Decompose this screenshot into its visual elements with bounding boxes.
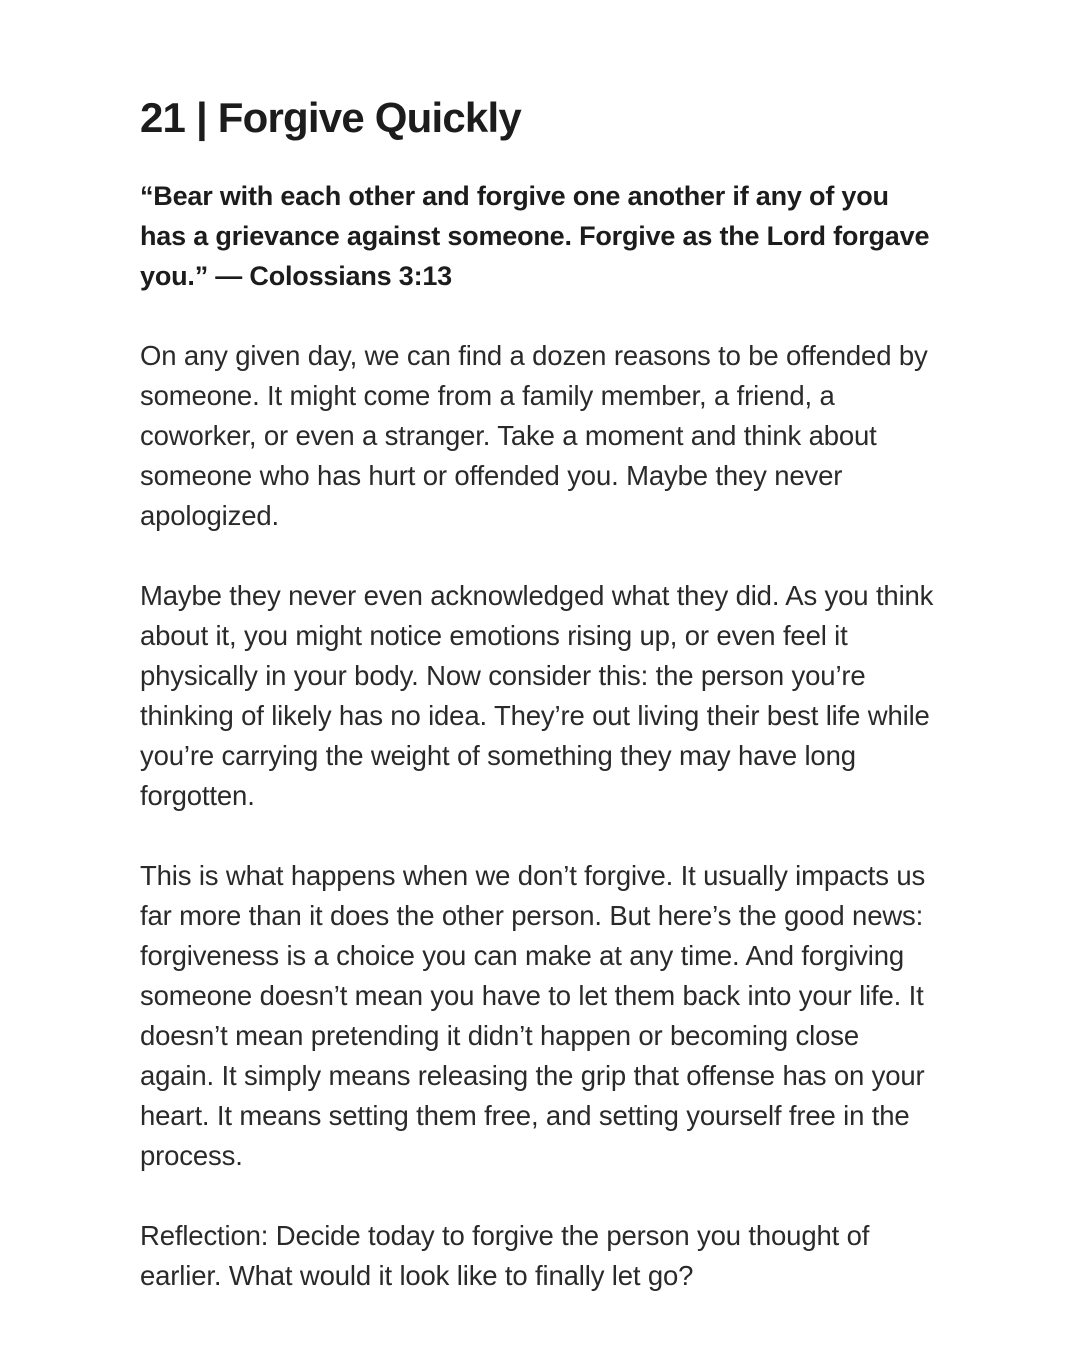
page-title: 21 | Forgive Quickly bbox=[140, 94, 521, 141]
body-paragraph-2: Maybe they never even acknowledged what they did. As you think about it, you might notice emotions rising up, or even feel it physically in your body. Now consider this: the person you’re thinking of likely has no idea. They’re out living their best life while you’re carrying the weight of something they may have long forgotten. bbox=[140, 580, 934, 811]
body-paragraph-3: This is what happens when we don’t forgive. It usually impacts us far more than it does the other person. But here’s the good news: forgiveness is a choice you can make at any time. And forgiving someone doesn’t mean you have to let them back into your life. It doesn’t mean pretending it didn’t happen or becoming close again. It simply means releasing the grip that offense has on your heart. It means setting them free, and setting yourself free in the process. bbox=[140, 860, 926, 1171]
scripture-verse: “Bear with each other and forgive one another if any of you has a grievance against someone. Forgive as the Lord forgave you.” — Colossians 3:13 bbox=[140, 181, 930, 291]
body-paragraph-1: On any given day, we can find a dozen reasons to be offended by someone. It might come from a family member, a friend, a coworker, or even a stranger. Take a moment and think about someone who has hurt or offended you. Maybe they never apologized. bbox=[140, 340, 928, 531]
devotional-page bbox=[140, 90, 940, 1296]
reflection-prompt: Reflection: Decide today to forgive the person you thought of earlier. What would it look like to finally let go? bbox=[140, 1220, 870, 1291]
